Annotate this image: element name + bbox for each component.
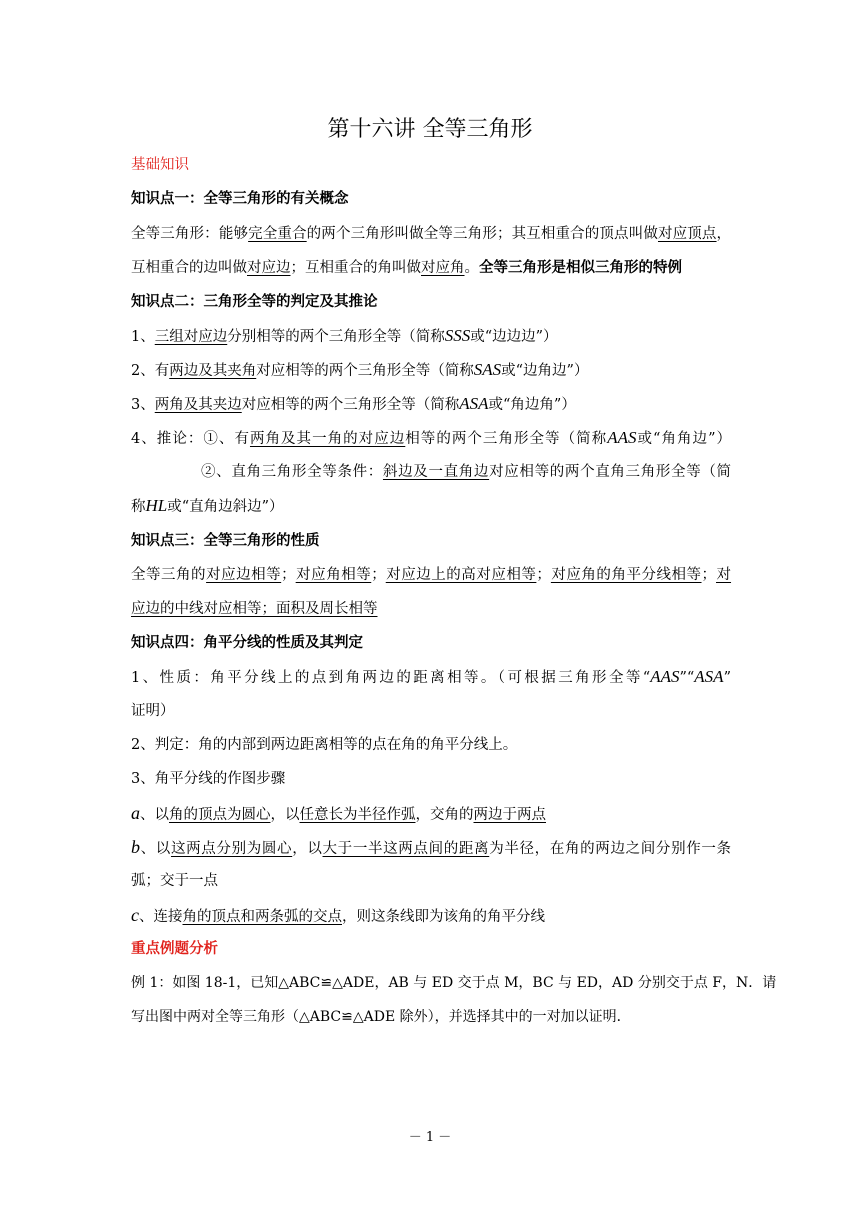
kp4-step-c: c、连接角的顶点和两条弧的交点，则这条线即为该角的角平分线 [131, 905, 545, 925]
page-title: 第十六讲 全等三角形 [327, 117, 533, 142]
kp1-line-1: 全等三角形：能够完全重合的两个三角形叫做全等三角形；其互相重合的顶点叫做对应顶点， [131, 226, 732, 242]
kp2-rule-3: 3、两角及其夹边对应相等的两个三角形全等（简称ASA或“角边角”） [131, 394, 576, 413]
kp2-rule-4: 4、推论：①、有两角及其一角的对应边相等的两个三角形全等（简称AAS或“角角边”） [131, 428, 732, 447]
kp3-line-2: 应边的中线对应相等；面积及周长相等 [131, 601, 378, 617]
kp4-property: 1、性质：角平分线上的点到角两边的距离相等。（可根据三角形全等“AAS”“ASA” [131, 667, 731, 686]
example1-line-1: 例 1：如图 18-1，已知△ABC≌△ADE，AB 与 ED 交于点 M，BC 与 ED，AD 分别交于点 F，N．请 [131, 975, 777, 991]
kp4-heading: 知识点四：角平分线的性质及其判定 [131, 634, 363, 651]
section-basic-heading: 基础知识 [131, 157, 189, 173]
kp2-rule-5-cont: 称HL或“直角边斜边”） [131, 496, 284, 515]
kp4-step-b: b、以这两点分别为圆心，以大于一半这两点间的距离为半径，在角的两边之间分别作一条 [131, 837, 732, 857]
kp1-line-2: 互相重合的边叫做对应边；互相重合的角叫做对应角。全等三角形是相似三角形的特例 [131, 259, 682, 276]
kp4-step-b-cont: 弧；交于一点 [131, 873, 218, 889]
kp4-step-a: a、以角的顶点为圆心，以任意长为半径作弧，交角的两边于两点 [131, 803, 546, 823]
kp4-criterion: 2、判定：角的内部到两边距离相等的点在角的角平分线上。 [131, 737, 518, 753]
kp2-rule-1: 1、三组对应边分别相等的两个三角形全等（简称SSS或“边边边”） [131, 326, 558, 345]
kp3-line-1: 全等三角的对应边相等；对应角相等；对应边上的高对应相等；对应角的角平分线相等；对 [131, 567, 732, 583]
example1-line-2: 写出图中两对全等三角形（△ABC≌△ADE 除外），并选择其中的一对加以证明． [131, 1009, 631, 1025]
kp4-property-cont: 证明） [131, 703, 175, 719]
page-number: － 1 － [408, 1130, 452, 1145]
kp3-heading: 知识点三：全等三角形的性质 [131, 532, 320, 549]
kp2-heading: 知识点二：三角形全等的判定及其推论 [131, 293, 378, 310]
kp4-construction-title: 3、角平分线的作图步骤 [131, 771, 286, 787]
kp2-rule-2: 2、有两边及其夹角对应相等的两个三角形全等（简称SAS或“边角边”） [131, 360, 589, 379]
kp2-rule-5: ②、直角三角形全等条件：斜边及一直角边对应相等的两个直角三角形全等（简 [201, 464, 732, 480]
section-examples-heading: 重点例题分析 [131, 940, 218, 957]
kp1-heading: 知识点一：全等三角形的有关概念 [131, 190, 349, 207]
